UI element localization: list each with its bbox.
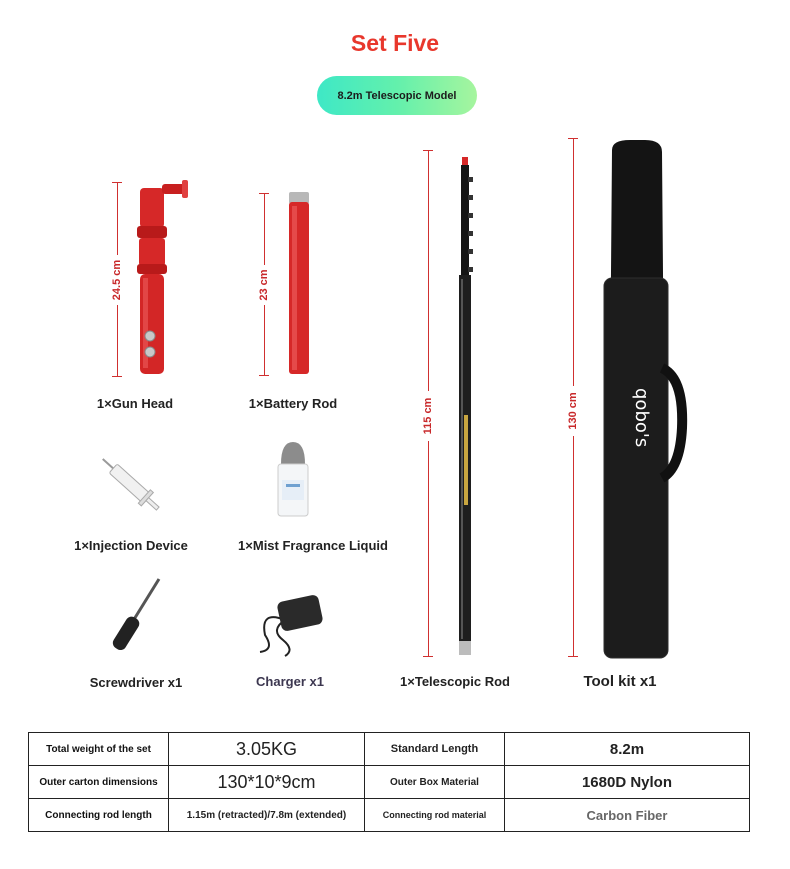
spec-row	[29, 766, 750, 799]
screwdriver-label: Screwdriver x1	[89, 675, 183, 690]
spec-table	[28, 732, 750, 832]
tool-kit-bag-image	[600, 138, 690, 660]
charger-image	[255, 590, 335, 660]
spec-label: Total weight of the set	[29, 733, 169, 766]
spec-row	[29, 799, 750, 832]
page-title: Set Five	[350, 30, 440, 56]
svg-text:qobo's: qobo's	[631, 388, 652, 448]
mist-liquid-image	[273, 440, 313, 520]
battery-rod-label: 1×Battery Rod	[248, 396, 338, 411]
spec-value: 8.2m	[505, 733, 750, 766]
spec-value: 130*10*9cm	[169, 766, 365, 799]
model-badge-label: 8.2m Telescopic Model	[337, 89, 457, 102]
tool-kit-label: Tool kit x1	[583, 673, 657, 690]
spec-label: Outer Box Material	[365, 766, 505, 799]
charger-label: Charger x1	[256, 674, 324, 689]
telescopic-rod-dimension-text: 115 cm	[420, 391, 436, 441]
spec-label: Outer carton dimensions	[29, 766, 169, 799]
model-badge	[317, 76, 477, 115]
spec-label: Standard Length	[365, 733, 505, 766]
screwdriver-image	[105, 575, 165, 655]
spec-label: Connecting rod material	[365, 799, 505, 832]
spec-value: 3.05KG	[169, 733, 365, 766]
battery-rod-dimension-text: 23 cm	[256, 265, 272, 305]
telescopic-rod-image	[452, 155, 482, 660]
tool-kit-dimension-text: 130 cm	[565, 386, 581, 436]
gun-head-label: 1×Gun Head	[96, 396, 174, 411]
gun-head-dimension-text: 24.5 cm	[109, 255, 125, 305]
gun-head-image	[130, 178, 195, 380]
spec-value: 1.15m (retracted)/7.8m (extended)	[169, 799, 365, 832]
spec-label: Connecting rod length	[29, 799, 169, 832]
battery-rod-image	[284, 190, 314, 380]
telescopic-rod-label: 1×Telescopic Rod	[400, 674, 510, 689]
injection-device-label: 1×Injection Device	[74, 538, 188, 553]
spec-row	[29, 733, 750, 766]
spec-value: 1680D Nylon	[505, 766, 750, 799]
injection-device-image	[100, 440, 170, 520]
spec-value: Carbon Fiber	[505, 799, 750, 832]
mist-liquid-label: 1×Mist Fragrance Liquid	[238, 538, 388, 553]
